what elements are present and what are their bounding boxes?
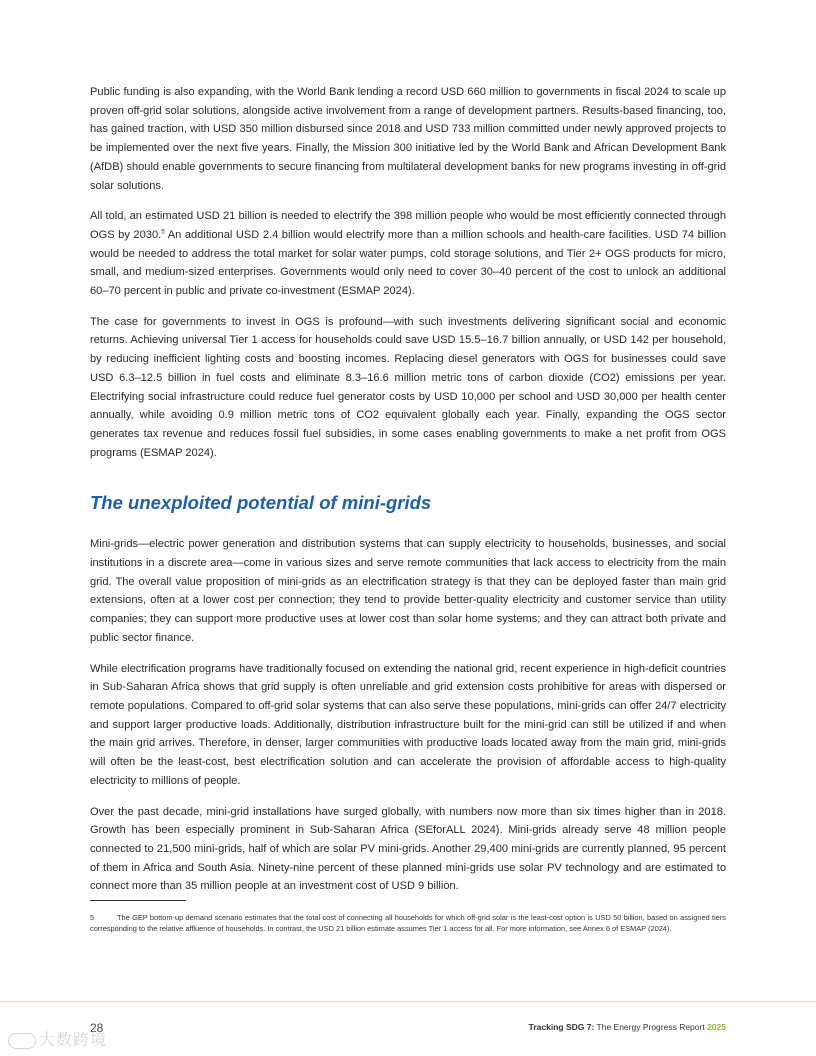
footer-title-bold: Tracking SDG 7: — [528, 1022, 595, 1032]
page-number: 28 — [90, 1021, 104, 1035]
footnote-number: 5 — [90, 913, 95, 922]
section-heading: The unexploited potential of mini-grids — [90, 492, 432, 514]
footnote-reference[interactable]: 5 — [161, 228, 165, 236]
footnote-divider — [90, 900, 186, 901]
watermark-logo-icon — [8, 1033, 36, 1049]
footnote — [90, 912, 726, 934]
paragraph-case-for-investment: The case for governments to invest in OGS is profound—with such investments delivering significant social and economic returns. Achieving universal Tier 1 access for households could save USD 15.5–16.7 billion annually, or USD 142 per household, by reducing inefficient lighting costs and boosting incomes. Replacing diesel generators with OGS for businesses could save USD 6.3–12.5 billion in fuel costs and eliminate 8.3–16.6 million metric tons of carbon dioxide (CO2) emissions per year. Electrifying social infrastructure could reduce fuel generator costs by USD 10,000 per school and USD 30,000 per health center annually, while avoiding 0.9 million metric tons of CO2 equivalent globally each year. Finally, expanding the OGS sector generates tax revenue and reduces fossil fuel subsidies, in some cases enabling governments to make a net profit from OGS programs (ESMAP 2024). — [90, 315, 726, 459]
paragraph-investment-needs-part1: All told, an estimated USD 21 billion is needed to electrify the 398 million people who would be most efficiently connected through OGS by 2030. — [90, 210, 726, 241]
watermark-text: 大数跨境 — [39, 1032, 108, 1049]
paragraph-investment-needs-part2: An additional USD 2.4 billion would electrify more than a million schools and health-care facilities. USD 74 billion would be needed to address the total market for solar water pumps, cold storage solutions, and Tier 2+ OGS products for micro, small, and medium-sized enterprises. Governments would only need to cover 30–40 percent of the cost to unlock an additional 60–70 percent in public and private co-investment (ESMAP 2024). — [90, 228, 726, 298]
paragraph-public-funding: Public funding is also expanding, with the World Bank lending a record USD 660 million to governments in fiscal 2024 to scale up proven off-grid solar solutions, alongside active involvement from a range of development partners. Results-based financing, too, has gained traction, with USD 350 million disbursed since 2018 and USD 733 million committed under newly approved projects to be implemented over the next five years. Finally, the Mission 300 initiative led by the World Bank and African Development Bank (AfDB) should enable governments to secure financing from multilateral development banks for new programs investing in off-grid solar solutions. — [90, 86, 726, 192]
paragraph-mini-grid-advantages: While electrification programs have traditionally focused on extending the national grid, recent experience in high-deficit countries in Sub-Saharan Africa shows that grid supply is often unreliable and grid extension costs prohibitive for areas with dispersed or remote populations. Compared to off-grid solar systems that can also serve these populations, mini-grids can offer 24/7 electricity and support larger productive loads. Additionally, distribution infrastructure built for the mini-grid can still be utilized if and when the main grid arrives. Therefore, in denser, larger communities with productive loads located away from the main grid, mini-grids will often be the least-cost, best electrification solution and can accelerate the provision of affordable access to high-quality electricity to millions of people. — [90, 662, 726, 787]
paragraph-mini-grid-definition: Mini-grids—electric power generation and distribution systems that can supply electricity to households, businesses, and social institutions in a discrete area—come in various sizes and serve remote communities that lack access to electricity from the main grid. The overall value proposition of mini-grids as an electrification strategy is that they can be deployed faster than main grid extensions, often at a lower cost per connection; they tend to provide better-quality electricity and customer service than utility companies; they can support more productive uses at lower cost than solar home systems; and they can attract both private and public sector finance. — [90, 538, 726, 644]
paragraph-mini-grid-growth: Over the past decade, mini-grid installations have surged globally, with numbers now more than six times higher than in 2018. Growth has been especially prominent in Sub-Saharan Africa (SEforALL 2024). Mini-grids already serve 48 million people connected to 21,500 mini-grids, half of which are solar PV mini-grids. Another 29,400 mini-grids are currently planned, 95 percent of them in Africa and South Asia. Ninety-nine percent of these planned mini-grids use solar PV technology and are estimated to connect more than 35 million people at an investment cost of USD 9 billion. — [90, 805, 726, 893]
paragraph-investment-needs — [90, 207, 726, 301]
footer-report-title — [529, 1022, 726, 1032]
footer-title-rest: The Energy Progress Report — [594, 1022, 708, 1032]
watermark — [8, 1027, 107, 1050]
footer-year: 2025 — [707, 1022, 726, 1032]
footer-divider — [0, 1001, 816, 1002]
main-content — [90, 83, 726, 908]
footnote-text: The GEP bottom-up demand scenario estimates that the total cost of connecting all households for which off-grid solar is the least-cost option is USD 50 billion, based on assigned tiers corresponding to the relative affluence of households. In contrast, the USD 21 billion estimate assumes Tier 1 access for all. For more information, see Annex 6 of ESMAP (2024). — [90, 913, 726, 934]
